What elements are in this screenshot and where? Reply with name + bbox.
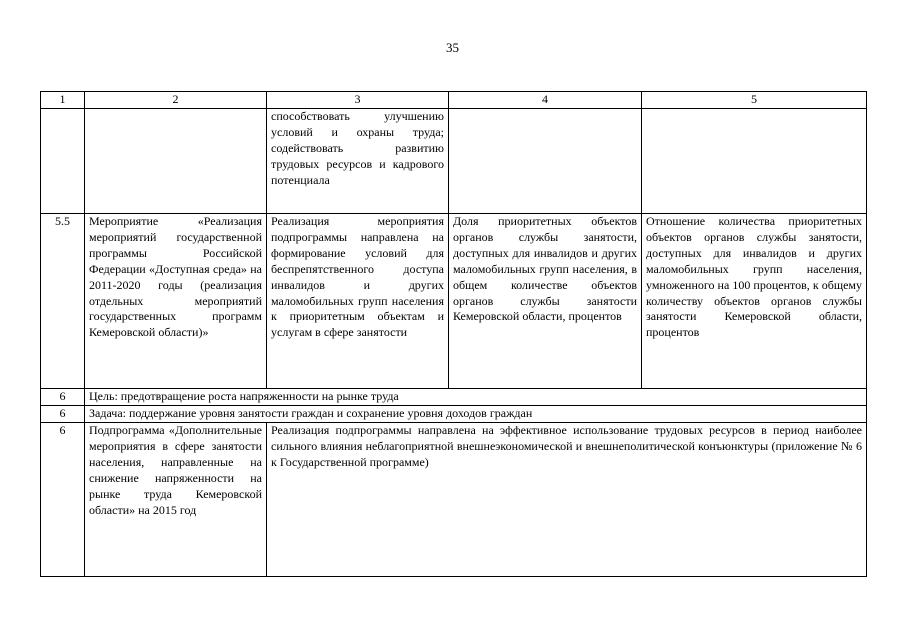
- table-row-task: [41, 406, 867, 423]
- row-subprogram-title: Подпрограмма «Дополнительные мероприятия в сфере занятости населения, направленные на снижение напряженности на рынке труда Кемеровской области» на 2015 год: [85, 423, 267, 577]
- row-task-text: Задача: поддержание уровня занятости граждан и сохранение уровня доходов граждан: [85, 406, 867, 423]
- row-goal-number: 6: [41, 389, 85, 406]
- table-header-row: [41, 92, 867, 109]
- continuation-col-3: способствовать улучшению условий и охраны труда; содействовать развитию трудовых ресурсов и кадрового потенциала: [267, 109, 449, 214]
- row-goal-text: Цель: предотвращение роста напряженности на рынке труда: [85, 389, 867, 406]
- header-col-2: 2: [85, 92, 267, 109]
- header-col-3: 3: [267, 92, 449, 109]
- continuation-col-4: [449, 109, 642, 214]
- continuation-col-1: [41, 109, 85, 214]
- table-row-5-5: [41, 214, 867, 389]
- header-col-4: 4: [449, 92, 642, 109]
- header-col-5: 5: [642, 92, 867, 109]
- row-5-5-description: Реализация мероприятия подпрограммы направлена на формирование условий для беспрепятственного доступа инвалидов и других маломобильных групп населения к приоритетным объектам и услугам в сфере занятости: [267, 214, 449, 389]
- row-5-5-indicator: Доля приоритетных объектов органов службы занятости, доступных для инвалидов и других маломобильных групп населения, в общем количестве объектов органов службы занятости Кемеровской области, процентов: [449, 214, 642, 389]
- program-table: [40, 91, 867, 577]
- row-task-number: 6: [41, 406, 85, 423]
- table-row-continuation: [41, 109, 867, 214]
- row-subprogram-number: 6: [41, 423, 85, 577]
- header-col-1: 1: [41, 92, 85, 109]
- table-row-goal: [41, 389, 867, 406]
- row-5-5-number: 5.5: [41, 214, 85, 389]
- continuation-col-5: [642, 109, 867, 214]
- continuation-col-2: [85, 109, 267, 214]
- table-row-subprogram: [41, 423, 867, 577]
- row-5-5-measure: Мероприятие «Реализация мероприятий государственной программы Российской Федерации «Доступная среда» на 2011-2020 годы (реализация отдельных мероприятий государственных программ Кемеровской области)»: [85, 214, 267, 389]
- row-subprogram-description: Реализация подпрограммы направлена на эффективное использование трудовых ресурсов в период наиболее сильного влияния неблагоприятной внешнеэкономической и внешнеполитической конъюнктуры (приложение № 6 к Государственной программе): [267, 423, 867, 577]
- row-5-5-formula: Отношение количества приоритетных объектов органов службы занятости, доступных для инвалидов и других маломобильных групп населения, умноженного на 100 процентов, к общему количеству объектов органов службы занятости Кемеровской области, процентов: [642, 214, 867, 389]
- page-number: 35: [446, 40, 459, 55]
